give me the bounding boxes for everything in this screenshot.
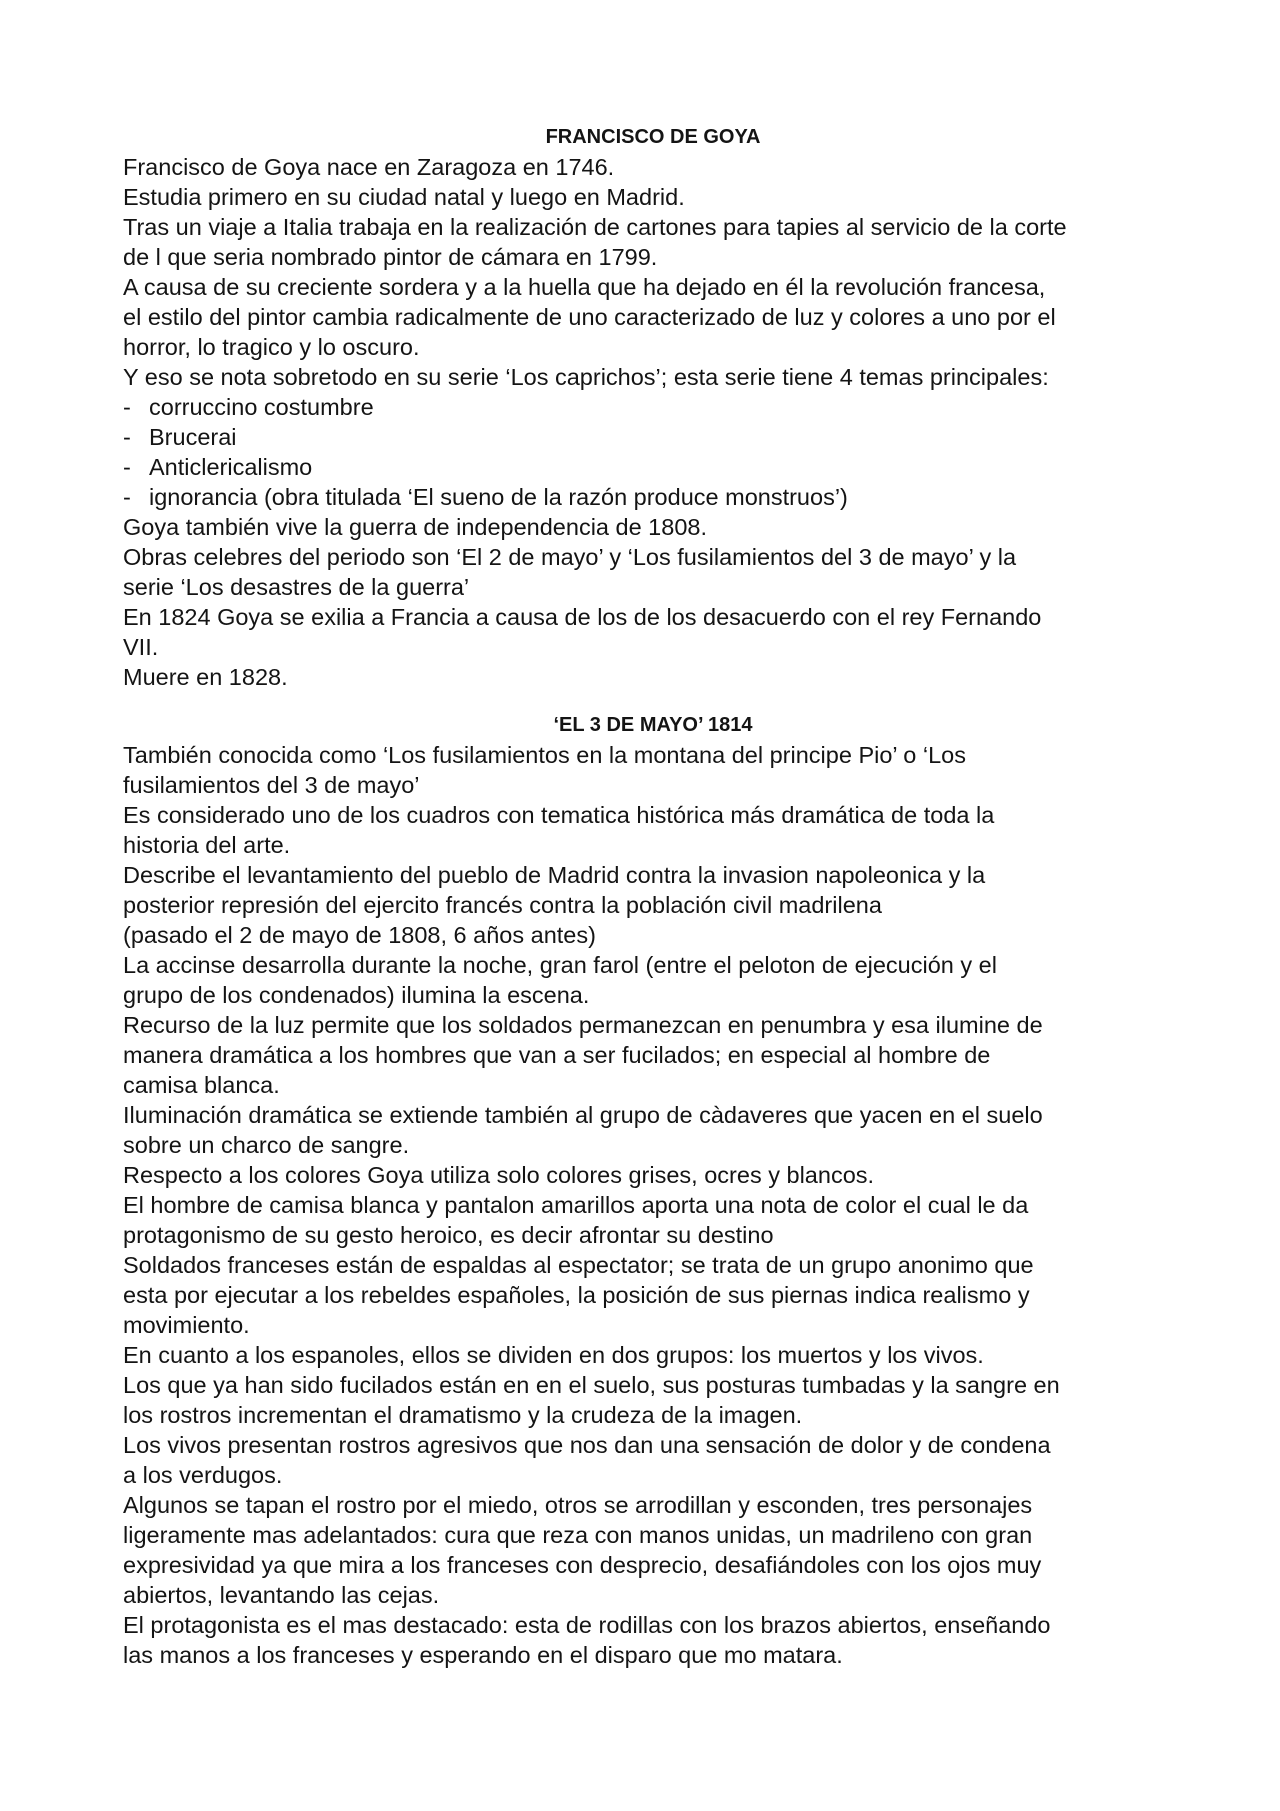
list-item xyxy=(123,392,1183,422)
text-line: serie ‘Los desastres de la guerra’ xyxy=(123,574,470,600)
text-line: a los verdugos. xyxy=(123,1462,283,1488)
text-line: los rostros incrementan el dramatismo y la crudeza de la imagen. xyxy=(123,1402,803,1428)
text-line: Los que ya han sido fucilados están en en el suelo, sus posturas tumbadas y la sangre en xyxy=(123,1372,1060,1398)
text-line: La accinse desarrolla durante la noche, gran farol (entre el peloton de ejecución y el xyxy=(123,952,997,978)
text-line: de l que seria nombrado pintor de cámara en 1799. xyxy=(123,244,658,270)
text-line: Iluminación dramática se extiende también al grupo de càdaveres que yacen en el suelo xyxy=(123,1102,1043,1128)
bullet-dash: - xyxy=(123,454,131,480)
text-line: Y eso se nota sobretodo en su serie ‘Los caprichos’; esta serie tiene 4 temas principales: xyxy=(123,364,1049,390)
section-title-goya: FRANCISCO DE GOYA xyxy=(545,126,761,148)
goya-outro-text xyxy=(123,512,1183,692)
text-line: El hombre de camisa blanca y pantalon amarillos aporta una nota de color el cual le da xyxy=(123,1192,1029,1218)
text-line: expresividad ya que mira a los franceses con desprecio, desafiándoles con los ojos muy xyxy=(123,1552,1042,1578)
text-line: abiertos, levantando las cejas. xyxy=(123,1582,440,1608)
document-page xyxy=(123,122,1183,1670)
text-line: Muere en 1828. xyxy=(123,664,288,690)
text-line: historia del arte. xyxy=(123,832,291,858)
text-line: Es considerado uno de los cuadros con tematica histórica más dramática de toda la xyxy=(123,802,995,828)
list-item-text: corruccino costumbre xyxy=(149,394,374,420)
text-line: También conocida como ‘Los fusilamientos en la montana del principe Pio’ o ‘Los xyxy=(123,742,966,768)
text-line: A causa de su creciente sordera y a la huella que ha dejado en él la revolución francesa, xyxy=(123,274,1046,300)
section-title-3-de-mayo: ‘EL 3 DE MAYO’ 1814 xyxy=(553,714,753,736)
text-line: Los vivos presentan rostros agresivos que nos dan una sensación de dolor y de condena xyxy=(123,1432,1051,1458)
list-item-text: Brucerai xyxy=(149,424,237,450)
text-line: Describe el levantamiento del pueblo de Madrid contra la invasion napoleonica y la xyxy=(123,862,986,888)
bullet-dash: - xyxy=(123,424,131,450)
text-line: las manos a los franceses y esperando en el disparo que mo matara. xyxy=(123,1642,843,1668)
list-item-text: Anticlericalismo xyxy=(149,454,313,480)
text-line: En cuanto a los espanoles, ellos se dividen en dos grupos: los muertos y los vivos. xyxy=(123,1342,984,1368)
text-line: Tras un viaje a Italia trabaja en la realización de cartones para tapies al servicio de la corte xyxy=(123,214,1067,240)
text-line: protagonismo de su gesto heroico, es decir afrontar su destino xyxy=(123,1222,774,1248)
text-line: fusilamientos del 3 de mayo’ xyxy=(123,772,420,798)
text-line: grupo de los condenados) ilumina la escena. xyxy=(123,982,590,1008)
bullet-dash: - xyxy=(123,394,131,420)
text-line: el estilo del pintor cambia radicalmente de uno caracterizado de luz y colores a uno por el xyxy=(123,304,1056,330)
text-line: Algunos se tapan el rostro por el miedo, otros se arrodillan y esconden, tres personajes xyxy=(123,1492,1033,1518)
text-line: manera dramática a los hombres que van a ser fucilados; en especial al hombre de xyxy=(123,1042,991,1068)
text-line: Goya también vive la guerra de independencia de 1808. xyxy=(123,514,707,540)
text-line: ligeramente mas adelantados: cura que reza con manos unidas, un madrileno con gran xyxy=(123,1522,1033,1548)
text-line: Estudia primero en su ciudad natal y luego en Madrid. xyxy=(123,184,685,210)
list-item-text: ignorancia (obra titulada ‘El sueno de la razón produce monstruos’) xyxy=(149,484,848,510)
caprichos-themes-list xyxy=(123,392,1183,512)
text-line: Respecto a los colores Goya utiliza solo colores grises, ocres y blancos. xyxy=(123,1162,875,1188)
text-line: camisa blanca. xyxy=(123,1072,280,1098)
text-line: En 1824 Goya se exilia a Francia a causa de los de los desacuerdo con el rey Fernando xyxy=(123,604,1042,630)
text-line: movimiento. xyxy=(123,1312,250,1338)
text-line: Obras celebres del periodo son ‘El 2 de mayo’ y ‘Los fusilamientos del 3 de mayo’ y la xyxy=(123,544,1017,570)
text-line: horror, lo tragico y lo oscuro. xyxy=(123,334,420,360)
tres-de-mayo-text xyxy=(123,740,1183,1670)
goya-intro-text xyxy=(123,152,1183,392)
text-line: Soldados franceses están de espaldas al espectator; se trata de un grupo anonimo que xyxy=(123,1252,1034,1278)
text-line: esta por ejecutar a los rebeldes españoles, la posición de sus piernas indica realismo y xyxy=(123,1282,1030,1308)
text-line: VII. xyxy=(123,634,159,660)
list-item xyxy=(123,452,1183,482)
text-line: posterior represión del ejercito francés contra la población civil madrilena xyxy=(123,892,882,918)
list-item xyxy=(123,422,1183,452)
text-line: El protagonista es el mas destacado: esta de rodillas con los brazos abiertos, enseñando xyxy=(123,1612,1051,1638)
text-line: Francisco de Goya nace en Zaragoza en 1746. xyxy=(123,154,615,180)
bullet-dash: - xyxy=(123,484,131,510)
text-line: (pasado el 2 de mayo de 1808, 6 años antes) xyxy=(123,922,596,948)
list-item xyxy=(123,482,1183,512)
text-line: Recurso de la luz permite que los soldados permanezcan en penumbra y esa ilumine de xyxy=(123,1012,1043,1038)
text-line: sobre un charco de sangre. xyxy=(123,1132,410,1158)
